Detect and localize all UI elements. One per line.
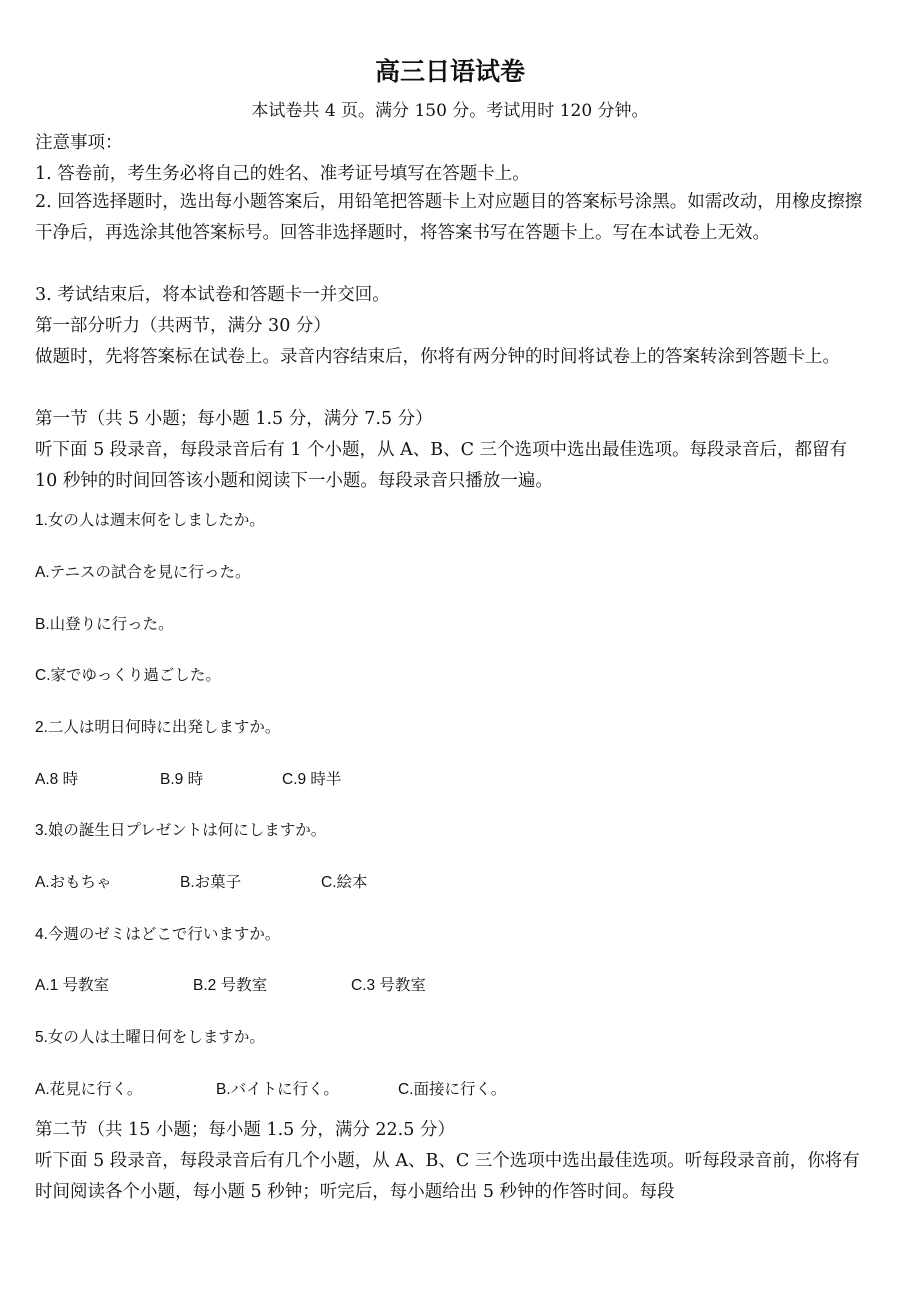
question-1-option-c: C.家でゆっくり過ごした。 xyxy=(35,667,221,684)
question-1: 1.女の人は週末何をしましたか。 xyxy=(35,512,265,529)
notice-item-2: 2. 回答选择题时，选出每小题答案后，用铅笔把答题卡上对应题目的答案标号涂黑。如需改动，用橡皮擦擦干净后，再选涂其他答案标号。回答非选择题时，将答案书写在答题卡上。写在本试卷上无效。 xyxy=(35,192,863,243)
notice-item-3: 3. 考试结束后，将本试卷和答题卡一并交回。 xyxy=(35,285,390,305)
question-5: 5.女の人は土曜日何をしますか。 xyxy=(35,1029,265,1046)
notice-item-1: 1. 答卷前，考生务必将自己的姓名、准考证号填写在答题卡上。 xyxy=(35,164,530,184)
question-4-option-c: C.3 号教室 xyxy=(351,977,426,994)
exam-subtitle: 本试卷共 4 页。满分 150 分。考试用时 120 分钟。 xyxy=(251,101,649,121)
question-4-option-a: A.1 号教室 xyxy=(35,977,110,994)
question-2-option-b: B.9 時 xyxy=(160,771,204,788)
exam-title: 高三日语试卷 xyxy=(374,57,525,86)
question-3-option-c: C.絵本 xyxy=(321,874,368,891)
question-2: 2.二人は明日何時に出発しますか。 xyxy=(35,719,281,736)
section2-instruction: 听下面 5 段录音，每段录音后有几个小题，从 A、B、C 三个选项中选出最佳选项。听每段录音前，你将有时间阅读各个小题，每小题 5 秒钟；听完后，每小题给出 5 秒钟的作答时间。每段 xyxy=(35,1151,860,1202)
part1-heading: 第一部分听力（共两节，满分 30 分） xyxy=(35,316,331,336)
question-3-option-b: B.お菓子 xyxy=(180,874,242,891)
section1-instruction: 听下面 5 段录音，每段录音后有 1 个小题，从 A、B、C 三个选项中选出最佳选项。每段录音后，都留有 10 秒钟的时间回答该小题和阅读下一小题。每段录音只播放一遍。 xyxy=(35,440,848,491)
question-3: 3.娘の誕生日プレゼントは何にしますか。 xyxy=(35,822,327,839)
section1-heading: 第一节（共 5 小题；每小题 1.5 分，满分 7.5 分） xyxy=(35,409,433,429)
question-5-option-a: A.花見に行く。 xyxy=(35,1081,143,1098)
question-4-option-b: B.2 号教室 xyxy=(193,977,268,994)
question-1-option-b: B.山登りに行った。 xyxy=(35,616,174,633)
question-5-option-b: B.バイトに行く。 xyxy=(216,1081,339,1098)
part1-instruction: 做题时，先将答案标在试卷上。录音内容结束后，你将有两分钟的时间将试卷上的答案转涂到答题卡上。 xyxy=(35,347,840,367)
notice-heading: 注意事项： xyxy=(35,133,123,153)
question-3-option-a: A.おもちゃ xyxy=(35,874,112,891)
question-2-option-c: C.9 時半 xyxy=(282,771,342,788)
question-2-option-a: A.8 時 xyxy=(35,771,79,788)
question-5-option-c: C.面接に行く。 xyxy=(398,1081,507,1098)
question-1-option-a: A.テニスの試合を見に行った。 xyxy=(35,564,251,581)
section2-heading: 第二节（共 15 小题；每小题 1.5 分，满分 22.5 分） xyxy=(35,1120,455,1140)
question-4: 4.今週のゼミはどこで行いますか。 xyxy=(35,926,281,943)
